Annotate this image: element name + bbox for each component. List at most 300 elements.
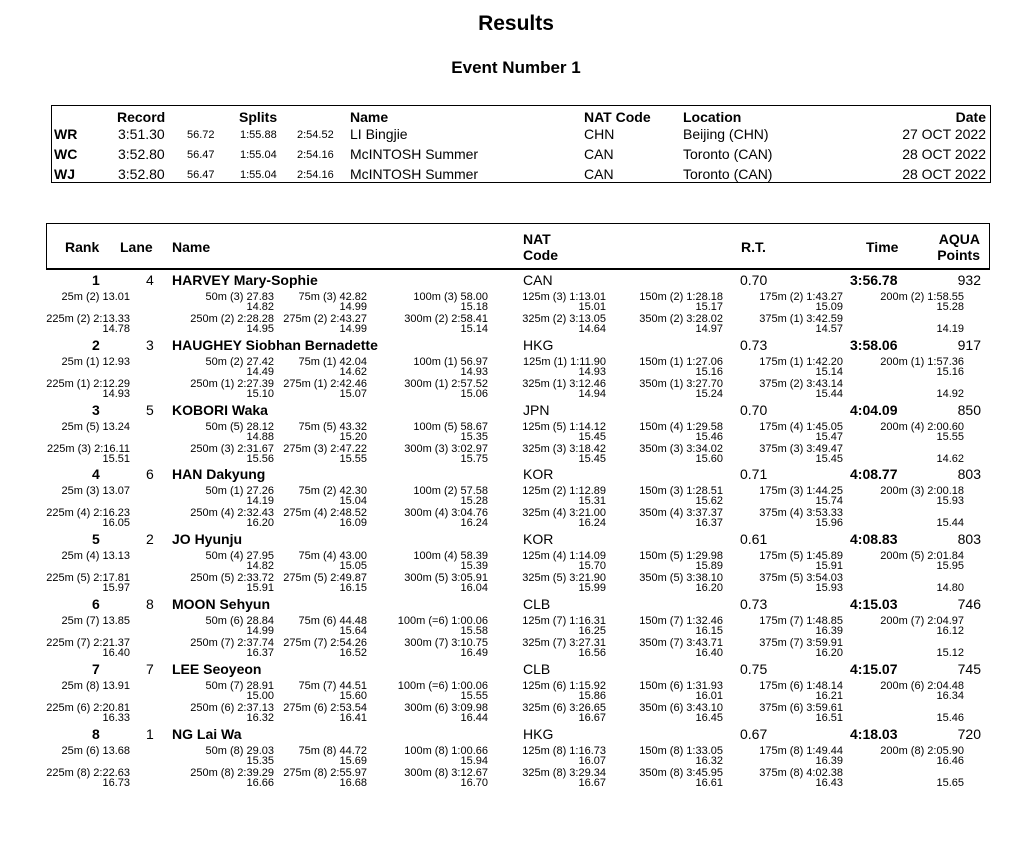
split-lap: 14.99 [246,625,274,637]
athlete-points: 803 [957,466,981,483]
split-lap: 15.69 [339,754,367,767]
record-row [52,166,990,186]
athlete-nat: CLB [523,596,551,612]
split-time: 275m (1) 2:42.46 [283,377,367,390]
split-lap: 15.91 [815,560,843,573]
record-date: 28 OCT 2022 [902,166,986,182]
athlete-reaction-time: 0.70 [740,272,768,288]
split-time: 350m (1) 3:27.70 [639,377,723,390]
split-time: 225m (3) 2:16.11 [47,442,130,455]
split-lap: 16.45 [695,711,723,724]
split-time: 225m (1) 2:12.29 [46,377,130,390]
athlete-lane: 7 [146,660,154,677]
split-time: 75m (1) 42.04 [298,355,367,368]
split-time: 200m (6) 2:04.48 [880,679,964,692]
record-code: WR [54,126,78,142]
athlete-points: 745 [957,660,981,677]
split-time: 75m (6) 44.48 [298,615,367,627]
athlete-reaction-time: 0.75 [740,660,768,677]
split-time: 325m (5) 3:21.90 [522,572,606,585]
split-lap: 14.78 [102,323,130,335]
split-lap: 15.89 [695,560,723,573]
split-lap: 15.20 [339,430,367,443]
split-time: 300m (1) 2:57.52 [404,377,488,390]
athlete-lane: 5 [146,401,154,418]
split-lap: 15.05 [339,560,367,573]
split-time: 25m (5) 13.24 [61,420,130,433]
split-time: 125m (5) 1:14.12 [522,420,606,433]
split-lap: 15.01 [578,301,606,313]
split-time: 375m (3) 3:49.47 [759,442,843,455]
split-lap: 16.40 [695,647,723,659]
split-lap: 15.64 [339,625,367,637]
athlete-time: 4:04.09 [850,401,898,418]
split-time: 50m (5) 28.12 [205,420,274,433]
split-lap: 14.99 [339,323,367,335]
split-time: 175m (2) 1:43.27 [759,291,843,303]
record-time: 3:52.80 [118,146,165,162]
split-lap: 15.09 [815,301,843,313]
split-lap: 14.97 [695,323,723,335]
athlete-name: HAUGHEY Siobhan Bernadette [172,336,378,353]
split-time: 175m (4) 1:45.05 [759,420,843,433]
split-lap: 14.82 [246,301,274,313]
split-lap: 16.33 [102,711,130,724]
split-time: 300m (2) 2:58.41 [404,313,488,325]
split-lap: 14.82 [246,560,274,573]
split-lap: 15.17 [695,301,723,313]
athlete-rank: 3 [92,401,100,418]
records-header-date: Date [955,109,986,125]
split-time: 125m (4) 1:14.09 [522,550,606,563]
split-lap: 15.95 [936,560,964,573]
split-lap: 14.64 [578,323,606,335]
split-time: 25m (1) 12.93 [61,355,130,368]
split-time: 325m (7) 3:27.31 [522,637,606,649]
split-lap: 16.07 [578,754,606,767]
split-lap: 16.51 [815,711,843,724]
athlete-row [46,594,990,659]
split-lap: 16.21 [815,689,843,702]
athlete-time: 4:08.77 [850,466,898,483]
split-lap: 15.04 [339,495,367,508]
record-time: 3:51.30 [118,126,165,142]
split-time: 125m (7) 1:16.31 [522,615,606,627]
split-time: 275m (3) 2:47.22 [283,442,367,455]
split-time: 250m (7) 2:37.74 [190,637,274,649]
split-lap: 16.20 [815,647,843,659]
split-lap: 16.20 [246,517,274,530]
split-lap: 16.73 [102,776,130,789]
split-lap: 16.39 [815,625,843,637]
record-date: 27 OCT 2022 [902,126,986,142]
split-time: 150m (8) 1:33.05 [639,744,723,757]
split-time: 250m (2) 2:28.28 [190,313,274,325]
split-lap: 15.44 [815,387,843,400]
split-time: 350m (2) 3:28.02 [639,313,723,325]
split-lap: 14.62 [339,365,367,378]
split-time: 150m (7) 1:32.46 [639,615,723,627]
split-lap: 16.37 [695,517,723,530]
split-time: 150m (3) 1:28.51 [639,485,723,498]
split-time: 100m (1) 56.97 [413,355,488,368]
split-time: 100m (5) 58.67 [413,420,488,433]
split-lap: 14.92 [936,387,964,400]
split-time: 350m (4) 3:37.37 [639,507,723,520]
record-name: McINTOSH Summer [350,146,479,162]
split-lap: 15.07 [339,387,367,400]
split-time: 325m (4) 3:21.00 [522,507,606,520]
split-time: 125m (1) 1:11.90 [523,355,606,368]
split-time: 100m (2) 57.58 [413,485,488,498]
split-lap: 15.58 [460,625,488,637]
record-split-2: 1:55.04 [240,169,277,181]
split-lap: 15.55 [936,430,964,443]
athlete-nat: CLB [523,660,551,677]
split-time: 300m (6) 3:09.98 [404,701,488,714]
split-time: 200m (5) 2:01.84 [880,550,964,563]
split-lap: 16.41 [339,711,367,724]
split-time: 100m (=6) 1:00.06 [397,615,488,627]
split-lap: 16.04 [460,582,488,595]
split-lap: 15.62 [695,495,723,508]
split-lap: 16.34 [936,689,964,702]
split-lap: 15.94 [460,754,488,767]
record-split-1: 56.47 [187,169,215,181]
athlete-rank: 2 [92,336,100,353]
split-time: 175m (5) 1:45.89 [759,550,843,563]
split-lap: 15.10 [246,387,274,400]
split-time: 75m (3) 42.82 [298,291,367,303]
record-code: WJ [54,166,75,182]
split-lap: 15.46 [695,430,723,443]
split-lap: 14.80 [936,582,964,595]
header-name: Name [172,239,211,255]
split-time: 225m (5) 2:17.81 [46,572,130,585]
split-time: 150m (4) 1:29.58 [639,420,723,433]
split-time: 175m (3) 1:44.25 [759,485,843,498]
split-lap: 14.62 [936,452,964,465]
split-time: 200m (1) 1:57.36 [880,355,964,368]
split-lap: 14.19 [246,495,274,508]
split-lap: 16.32 [246,711,274,724]
athlete-lane: 3 [146,336,154,353]
split-time: 175m (8) 1:49.44 [759,744,843,757]
split-lap: 14.94 [578,387,606,400]
split-time: 350m (7) 3:43.71 [639,637,723,649]
athlete-rank: 7 [92,660,100,677]
split-time: 300m (7) 3:10.75 [404,637,488,649]
athlete-name: MOON Sehyun [172,596,271,612]
athlete-lane: 8 [146,596,154,612]
records-header-splits: Splits [239,109,278,125]
split-time: 125m (3) 1:13.01 [522,291,606,303]
split-lap: 15.45 [578,452,606,465]
athlete-rank: 6 [92,596,100,612]
split-lap: 15.93 [936,495,964,508]
split-lap: 16.67 [578,776,606,789]
split-time: 250m (8) 2:39.29 [190,766,274,779]
page-title: Results [478,12,554,35]
split-lap: 15.60 [339,689,367,702]
header-rank: Rank [65,239,100,255]
split-time: 275m (4) 2:48.52 [283,507,367,520]
split-lap: 15.55 [339,452,367,465]
split-time: 150m (2) 1:28.18 [639,291,723,303]
split-time: 75m (8) 44.72 [298,744,367,757]
record-split-2: 1:55.04 [240,149,277,161]
split-lap: 16.39 [815,754,843,767]
split-time: 275m (2) 2:43.27 [283,313,367,325]
split-time: 25m (4) 13.13 [61,550,130,563]
split-lap: 14.49 [246,365,274,378]
record-location: Toronto (CAN) [683,146,773,162]
split-lap: 15.86 [578,689,606,702]
record-split-3: 2:54.16 [297,149,334,161]
athlete-lane: 2 [146,531,154,548]
split-lap: 16.43 [815,776,843,789]
split-time: 375m (1) 3:42.59 [759,313,843,325]
split-time: 250m (6) 2:37.13 [190,701,274,714]
split-time: 375m (6) 3:59.61 [759,701,843,714]
split-time: 50m (8) 29.03 [205,744,274,757]
athlete-time: 3:56.78 [850,272,898,288]
athlete-nat: JPN [523,401,550,418]
split-lap: 15.14 [815,365,843,378]
split-lap: 15.51 [102,452,130,465]
split-time: 250m (1) 2:27.39 [190,377,274,390]
athlete-lane: 4 [146,272,154,288]
record-name: LI Bingjie [350,126,408,142]
athlete-time: 4:08.83 [850,531,898,548]
split-lap: 15.45 [578,430,606,443]
split-time: 275m (8) 2:55.97 [283,766,367,779]
split-time: 50m (7) 28.91 [205,679,274,692]
split-time: 50m (1) 27.26 [205,485,274,498]
split-lap: 15.35 [460,430,488,443]
athlete-name: HAN Dakyung [172,466,266,483]
split-time: 250m (5) 2:33.72 [190,572,274,585]
record-split-3: 2:54.16 [297,169,334,181]
split-time: 125m (2) 1:12.89 [522,485,606,498]
split-lap: 16.37 [246,647,274,659]
records-header-name: Name [350,109,389,125]
split-time: 25m (7) 13.85 [61,615,130,627]
split-time: 225m (6) 2:20.81 [46,701,130,714]
records-header-nat: NAT Code [584,109,651,125]
split-time: 125m (8) 1:16.73 [522,744,606,757]
athlete-time: 4:15.03 [850,596,898,612]
split-time: 250m (4) 2:32.43 [190,507,274,520]
header-time: Time [866,239,899,255]
athlete-nat: HKG [523,336,554,353]
split-time: 50m (2) 27.42 [205,355,274,368]
split-lap: 15.74 [815,495,843,508]
split-lap: 16.56 [578,647,606,659]
athlete-time: 3:58.06 [850,336,898,353]
athlete-points: 746 [957,596,981,612]
athlete-reaction-time: 0.73 [740,336,768,353]
record-nat: CAN [584,166,614,182]
athlete-points: 850 [957,401,981,418]
athlete-nat: HKG [523,725,554,742]
split-lap: 16.20 [695,582,723,595]
header-lane: Lane [120,239,153,255]
split-lap: 16.46 [936,754,964,767]
athlete-name: HARVEY Mary-Sophie [172,272,318,288]
record-nat: CHN [584,126,615,142]
split-time: 50m (4) 27.95 [205,550,274,563]
split-time: 175m (7) 1:48.85 [759,615,843,627]
record-location: Beijing (CHN) [683,126,769,142]
athlete-name: JO Hyunju [172,531,243,548]
athlete-points: 803 [957,531,981,548]
athlete-time: 4:18.03 [850,725,898,742]
record-time: 3:52.80 [118,166,165,182]
split-time: 200m (2) 1:58.55 [880,291,964,303]
split-time: 325m (1) 3:12.46 [522,377,606,390]
split-time: 350m (8) 3:45.95 [639,766,723,779]
athlete-row [46,335,990,400]
record-row [52,146,990,166]
split-lap: 15.35 [246,754,274,767]
split-time: 375m (5) 3:54.03 [759,572,843,585]
athlete-reaction-time: 0.73 [740,596,768,612]
athlete-reaction-time: 0.71 [740,466,768,483]
split-time: 225m (4) 2:16.23 [46,507,130,520]
split-lap: 14.93 [578,365,606,378]
split-lap: 15.97 [102,582,130,595]
split-lap: 15.60 [695,452,723,465]
athlete-name: NG Lai Wa [172,725,242,742]
split-lap: 15.70 [578,560,606,573]
split-time: 175m (1) 1:42.20 [759,355,843,368]
split-time: 75m (5) 43.32 [298,420,367,433]
split-time: 200m (3) 2:00.18 [880,485,964,498]
header-points: Points [937,247,980,263]
split-time: 350m (3) 3:34.02 [639,442,723,455]
record-split-1: 56.72 [187,129,215,141]
event-title: Event Number 1 [451,58,581,77]
athlete-time: 4:15.07 [850,660,898,677]
split-lap: 16.52 [339,647,367,659]
record-row [52,126,990,146]
split-time: 350m (5) 3:38.10 [639,572,723,585]
athlete-name: LEE Seoyeon [172,660,262,677]
record-date: 28 OCT 2022 [902,146,986,162]
athlete-rank: 5 [92,531,100,548]
split-time: 25m (3) 13.07 [61,485,130,498]
header-rt: R.T. [741,239,766,255]
athlete-row [46,270,990,335]
split-time: 375m (8) 4:02.38 [759,766,843,779]
split-time: 100m (8) 1:00.66 [404,744,488,757]
split-lap: 15.56 [246,452,274,465]
split-time: 200m (8) 2:05.90 [880,744,964,757]
split-lap: 16.25 [578,625,606,637]
split-lap: 14.93 [460,365,488,378]
split-lap: 16.24 [460,517,488,530]
split-lap: 16.15 [339,582,367,595]
split-time: 225m (7) 2:21.37 [46,637,130,649]
split-time: 325m (8) 3:29.34 [522,766,606,779]
split-time: 375m (2) 3:43.14 [759,377,843,390]
athlete-reaction-time: 0.61 [740,531,768,548]
record-split-2: 1:55.88 [240,129,277,141]
record-nat: CAN [584,146,614,162]
split-lap: 16.09 [339,517,367,530]
split-lap: 15.96 [815,517,843,530]
athlete-row [46,659,990,724]
split-lap: 15.28 [936,301,964,313]
athlete-points: 720 [957,725,981,742]
split-lap: 15.16 [695,365,723,378]
split-lap: 14.99 [339,301,367,313]
split-time: 25m (6) 13.68 [61,744,130,757]
split-lap: 15.31 [578,495,606,508]
split-lap: 15.45 [815,452,843,465]
split-time: 100m (=6) 1:00.06 [397,679,488,692]
split-time: 150m (5) 1:29.98 [639,550,723,563]
athlete-nat: CAN [523,272,553,288]
split-time: 75m (7) 44.51 [298,679,367,692]
split-time: 150m (6) 1:31.93 [639,679,723,692]
split-lap: 15.65 [936,776,964,789]
split-time: 325m (3) 3:18.42 [522,442,606,455]
record-split-3: 2:54.52 [297,129,334,141]
record-code: WC [54,146,78,162]
split-lap: 15.47 [815,430,843,443]
split-time: 300m (8) 3:12.67 [404,766,488,779]
athlete-nat: KOR [523,531,554,548]
split-time: 75m (2) 42.30 [298,485,367,498]
header-nat: NAT [523,231,551,247]
split-lap: 14.95 [246,323,274,335]
split-time: 350m (6) 3:43.10 [639,701,723,714]
split-time: 250m (3) 2:31.67 [190,442,274,455]
split-time: 25m (8) 13.91 [61,679,130,692]
record-location: Toronto (CAN) [683,166,773,182]
split-lap: 15.18 [460,301,488,313]
athlete-reaction-time: 0.67 [740,725,768,742]
split-lap: 15.28 [460,495,488,508]
record-split-1: 56.47 [187,149,215,161]
header-aqua: AQUA [938,231,980,247]
athlete-nat: KOR [523,466,554,483]
split-time: 50m (3) 27.83 [205,291,274,303]
split-lap: 14.57 [815,323,843,335]
split-lap: 15.93 [815,582,843,595]
athlete-row [46,400,990,465]
split-lap: 16.44 [460,711,488,724]
split-time: 225m (8) 2:22.63 [46,766,130,779]
split-time: 125m (6) 1:15.92 [522,679,606,692]
athlete-row [46,724,990,789]
athlete-reaction-time: 0.70 [740,401,768,418]
split-lap: 16.61 [695,776,723,789]
split-time: 100m (3) 58.00 [413,291,488,303]
split-time: 275m (7) 2:54.26 [283,637,367,649]
split-lap: 15.06 [460,387,488,400]
split-time: 225m (2) 2:13.33 [46,313,130,325]
split-lap: 15.39 [460,560,488,573]
header-code: Code [523,247,558,263]
athlete-points: 917 [957,336,981,353]
split-lap: 16.05 [102,517,130,530]
split-time: 200m (4) 2:00.60 [880,420,964,433]
split-lap: 16.40 [102,647,130,659]
athlete-lane: 6 [146,466,154,483]
